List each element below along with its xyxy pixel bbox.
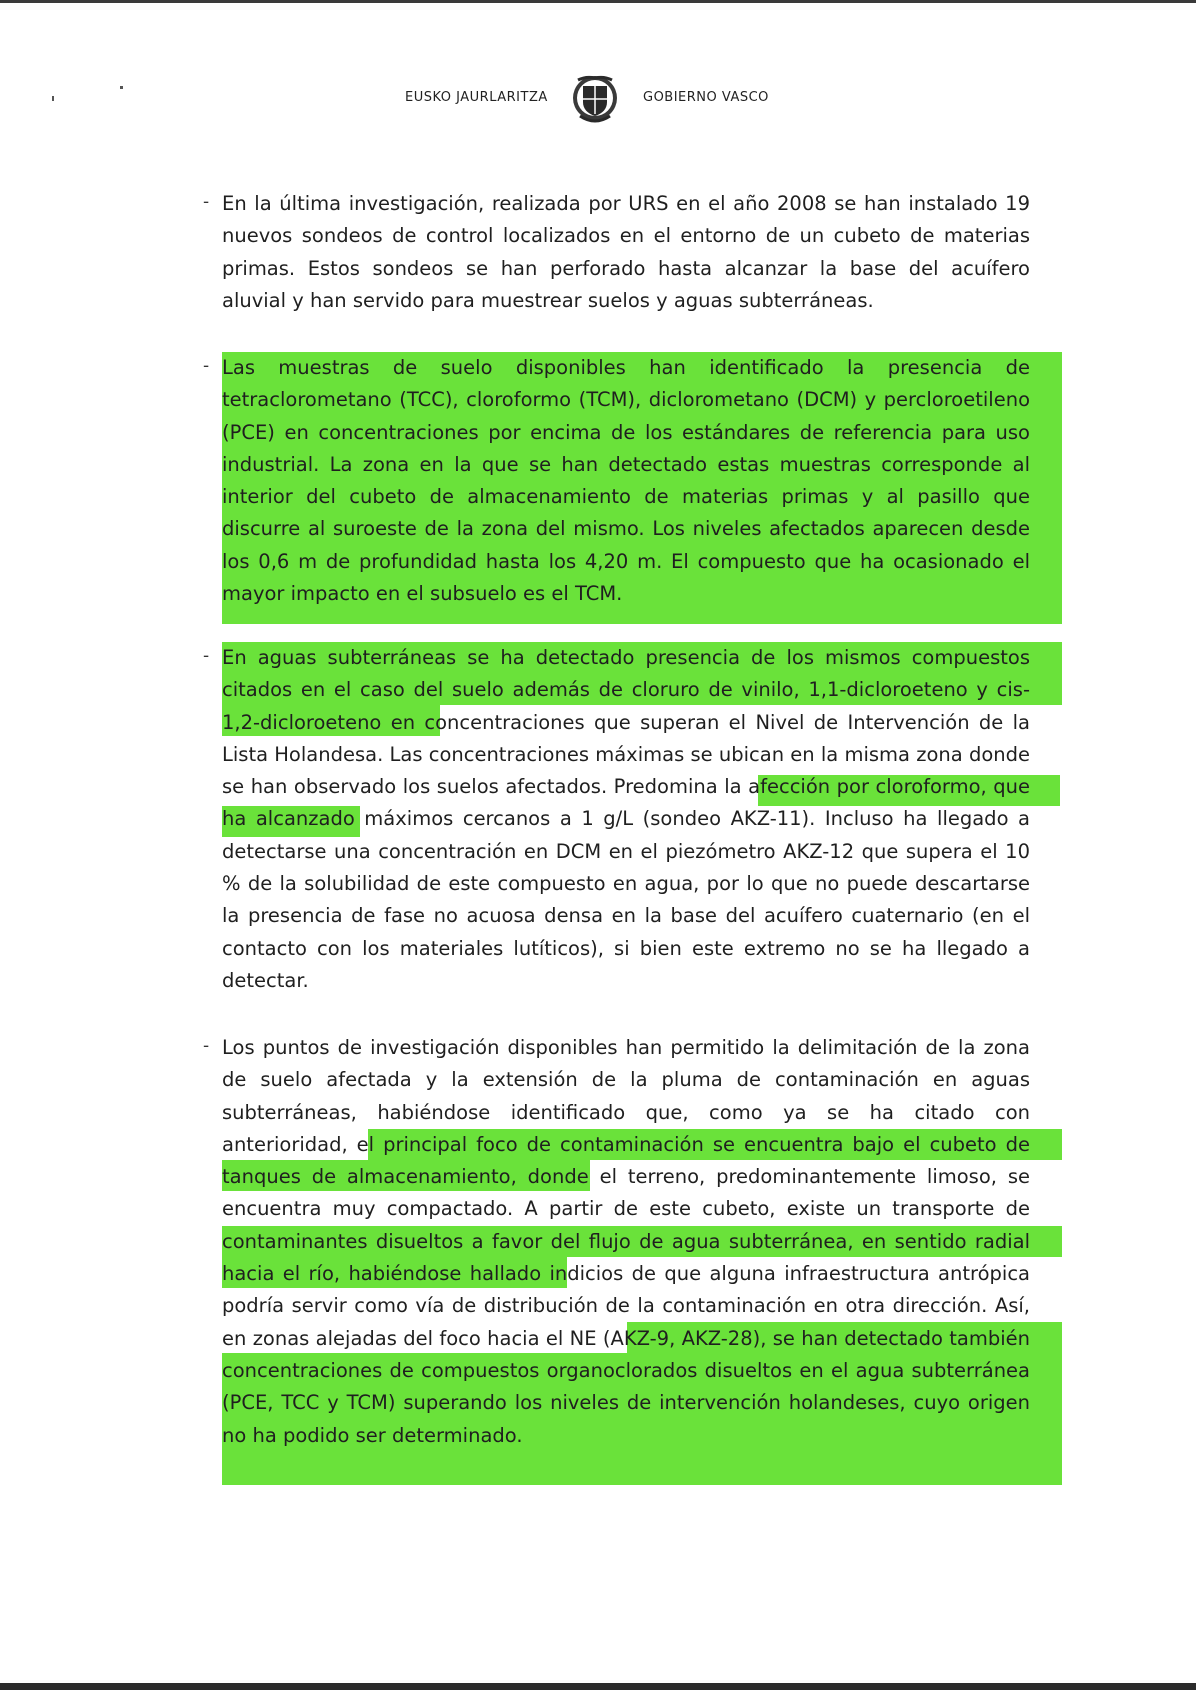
bottom-scan-border	[0, 1683, 1196, 1690]
bullet-marker: -	[203, 356, 210, 376]
bullet-marker: -	[203, 192, 210, 212]
paragraph-1: En la última investigación, realizada por URS en el año 2008 se han instalado 19 nuevos sondeos de control localizados en el entorno de un cubeto de materias primas. Estos sondeos se han perforado hasta alcanzar la base del acuífero aluvial y han servido para muestrear suelos y aguas subterráneas.	[222, 192, 1030, 312]
paragraph-4: Los puntos de investigación disponibles han permitido la delimitación de la zona de suelo afectada y la extensión de la pluma de contaminación en aguas subterráneas, habiéndose identificado que, como ya se ha citado con anterioridad, el principal foco de contaminación se encuentra bajo el cubeto de tanques de almacenamiento, donde el terreno, predominantemente limoso, se encuentra muy compactado. A partir de este cubeto, existe un transporte de contaminantes disueltos a favor del flujo de agua subterránea, en sentido radial hacia el río, habiéndose hallado indicios de que alguna infraestructura antrópica podría servir como vía de distribución de la contaminación en otra dirección. Así, en zonas alejadas del foco hacia el NE (AKZ-9, AKZ-28), se han detectado también concentraciones de compuestos organoclorados disueltos en el agua subterránea (PCE, TCC y TCM) superando los niveles de intervención holandeses, cuyo origen no ha podido ser determinado.	[222, 1036, 1030, 1447]
bullet-marker: -	[203, 646, 210, 666]
letterhead-basque-title: EUSKO JAURLARITZA	[405, 90, 548, 105]
top-scan-border	[0, 0, 1196, 3]
coat-of-arms-icon	[566, 70, 624, 128]
paragraph-2: Las muestras de suelo disponibles han identificado la presencia de tetraclorometano (TCC), cloroformo (TCM), diclorometano (DCM) y percloroetileno (PCE) en concentraciones por encima de los estándares de referencia para uso industrial. La zona en la que se han detectado estas muestras corresponde al interior del cubeto de almacenamiento de materias primas y al pasillo que discurre al suroeste de la zona del mismo. Los niveles afectados aparecen desde los 0,6 m de profundidad hasta los 4,20 m. El compuesto que ha ocasionado el mayor impacto en el subsuelo es el TCM.	[222, 356, 1030, 606]
paragraph-3: En aguas subterráneas se ha detectado presencia de los mismos compuestos citados en el caso del suelo además de cloruro de vinilo, 1,1-dicloroeteno y cis-1,2-dicloroeteno en concentraciones que superan el Nivel de Intervención de la Lista Holandesa. Las concentraciones máximas se ubican en la misma zona donde se han observado los suelos afectados. Predomina la afección por cloroformo, que ha alcanzado máximos cercanos a 1 g/L (sondeo AKZ-11). Incluso ha llegado a detectarse una concentración en DCM en el piezómetro AKZ-12 que supera el 10 % de la solubilidad de este compuesto en agua, por lo que no puede descartarse la presencia de fase no acuosa densa en la base del acuífero cuaternario (en el contacto con los materiales lutíticos), si bien este extremo no se ha llegado a detectar.	[222, 646, 1030, 992]
letterhead	[0, 70, 1196, 130]
bullet-marker: -	[203, 1036, 210, 1056]
letterhead-spanish-title: GOBIERNO VASCO	[643, 90, 769, 105]
